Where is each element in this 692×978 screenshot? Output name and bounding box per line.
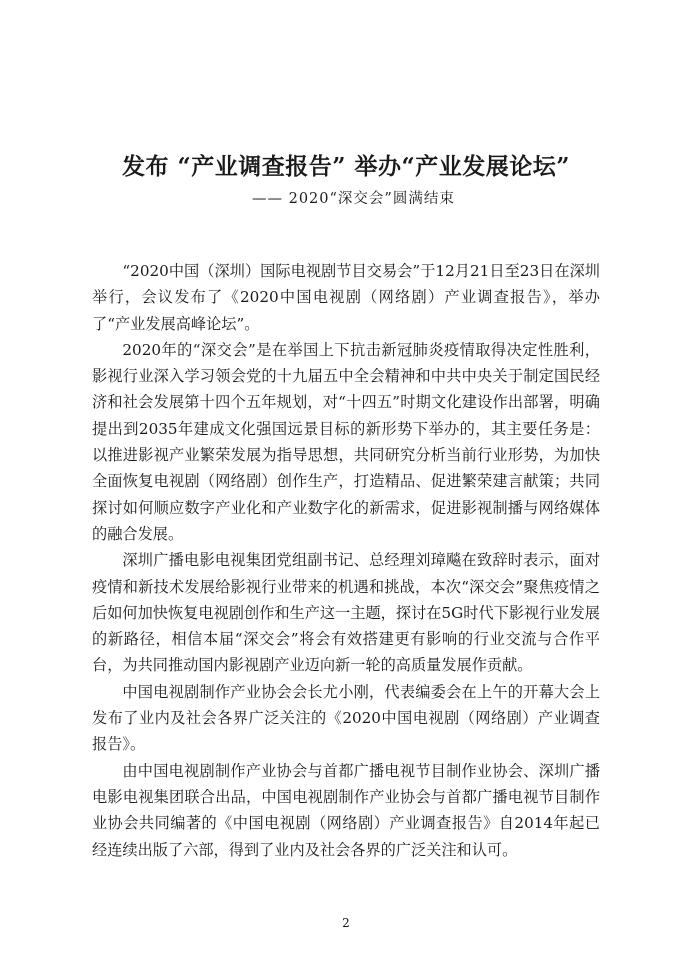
- document-title: 发布 “产业调查报告” 举办“产业发展论坛”: [122, 153, 570, 180]
- paragraph: “2020中国（深圳）国际电视剧节目交易会”于12月21日至23日在深圳举行，会议发布了《2020中国电视剧（网络剧）产业调查报告》，举办了“产业发展高峰论坛”。: [92, 262, 600, 333]
- document-body: [92, 258, 600, 863]
- paragraph: 中国电视剧制作产业协会会长尤小刚，代表编委会在上午的开幕大会上发布了业内及社会各界广泛关注的《2020中国电视剧（网络剧）产业调查报告》。: [92, 682, 600, 754]
- document-subtitle: —— 2020“深交会”圆满结束: [252, 191, 455, 207]
- paragraph: 2020年的“深交会”是在举国上下抗击新冠肺炎疫情取得决定性胜利，影视行业深入学习领会党的十九届五中全会精神和中共中央关于制定国民经济和社会发展第十四个五年规划，对“十四五”时期文化建设作出部署，明确提出到2035年建成文化强国远景目标的新形势下举办的，其主要任务是：以推进影视产业繁荣发展为指导思想，共同研究分析当前行业形势，为加快全面恢复电视剧（网络剧）创作生产，打造精品、促进繁荣建言献策；共同探讨如何顺应数字产业化和产业数字化的新需求，促进影视制播与网络媒体的融合发展。: [92, 340, 600, 543]
- paragraph: 由中国电视剧制作产业协会与首都广播电视节目制作业协会、深圳广播电影电视集团联合出品，中国电视剧制作产业协会与首都广播电视节目制作业协会共同编著的《中国电视剧（网络剧）产业调查报告》自2014年起已经连续出版了六部，得到了业内及社会各界的广泛关注和认可。: [92, 761, 600, 859]
- page-number: 2: [342, 916, 350, 930]
- paragraph: 深圳广播电影电视集团党组副书记、总经理刘璋飚在致辞时表示，面对疫情和新技术发展给影视行业带来的机遇和挑战，本次“深交会”聚焦疫情之后如何加快恢复电视剧创作和生产这一主题，探讨在5G时代下影视行业发展的新路径，相信本届“深交会”将会有效搭建更有影响的行业交流与合作平台，为共同推动国内影视剧产业迈向新一轮的高质量发展作贡献。: [92, 551, 600, 675]
